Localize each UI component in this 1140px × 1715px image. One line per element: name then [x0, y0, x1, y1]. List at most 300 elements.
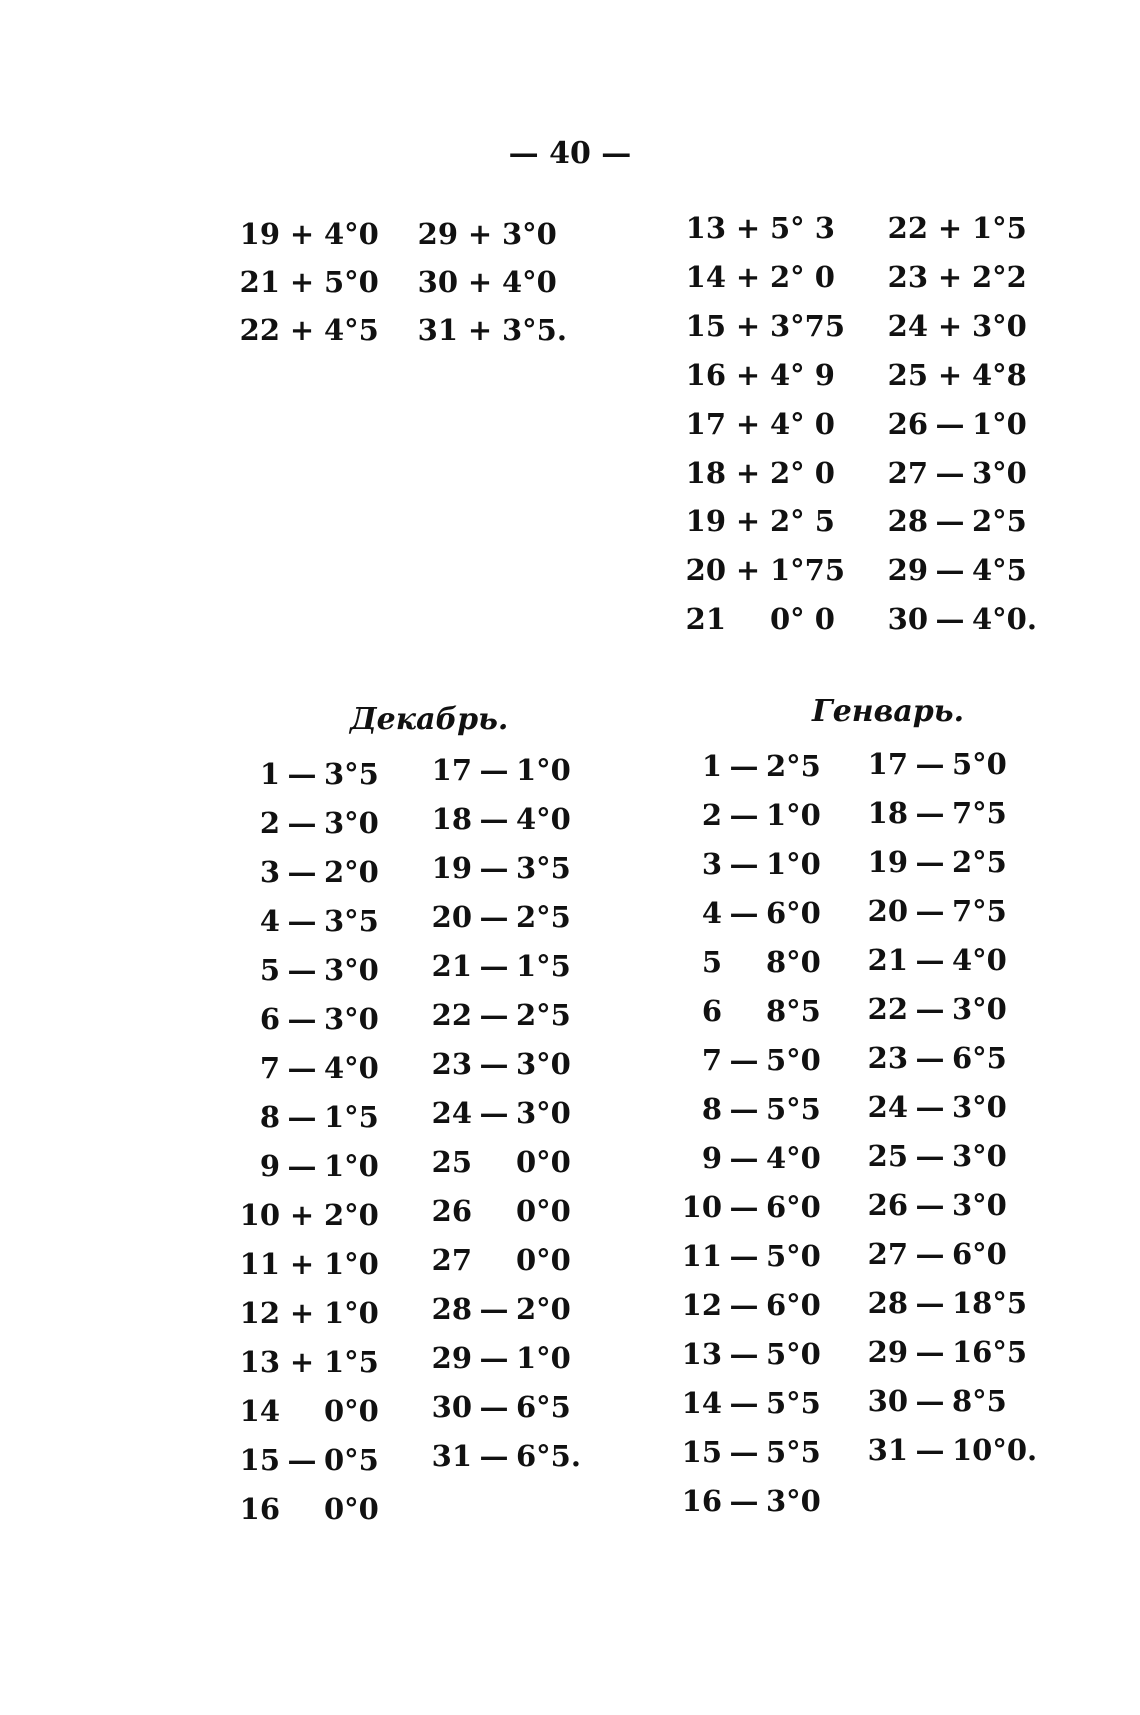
entry-value: 4° 0	[770, 406, 835, 441]
entry-value: 4°8	[972, 357, 1027, 392]
entry-day: 26	[867, 1188, 908, 1222]
entry-value: 10°0.	[952, 1433, 1038, 1467]
entry-value: 4°5	[324, 313, 379, 347]
entry-value: 4° 9	[770, 357, 835, 392]
entry-row	[236, 1100, 379, 1134]
entry-day: 31	[431, 1439, 472, 1473]
entry-value: 1°5	[324, 1100, 379, 1134]
entry-sign: —	[729, 847, 759, 881]
entry-row	[864, 943, 1007, 977]
entry-value: 5°5	[766, 1092, 821, 1126]
entry-value: 5°5	[766, 1386, 821, 1420]
entry-day: 8	[701, 1092, 722, 1126]
entry-sign: —	[287, 1002, 317, 1036]
entry-day: 2	[701, 798, 722, 832]
entry-day: 28	[867, 1286, 908, 1320]
entry-row	[678, 1337, 821, 1371]
entry-day: 11	[239, 1247, 280, 1281]
entry-sign: —	[287, 953, 317, 987]
entry-day: 16	[685, 357, 726, 392]
entry-day: 29	[867, 1335, 908, 1369]
entry-sign: —	[287, 757, 317, 791]
entry-row	[236, 1394, 379, 1428]
entry-value: 6°0	[766, 1288, 821, 1322]
entry-day: 29	[431, 1341, 472, 1375]
entry-row	[414, 313, 567, 347]
entry-value: 2°0	[324, 855, 379, 889]
entry-row	[678, 847, 821, 881]
entry-value: 2° 5	[770, 504, 835, 539]
entry-row	[682, 259, 835, 294]
entry-day: 7	[701, 1043, 722, 1077]
january-heading: Генварь.	[812, 694, 965, 729]
entry-sign: +	[735, 259, 761, 294]
entry-sign: +	[289, 265, 315, 299]
entry-day: 16	[681, 1484, 722, 1518]
entry-row	[428, 1292, 571, 1326]
entry-value: 1°0	[972, 406, 1027, 441]
entry-sign: —	[287, 1149, 317, 1183]
entry-value: 5°5	[766, 1435, 821, 1469]
entry-value: 3°0	[952, 1090, 1007, 1124]
entry-value: 4°0.	[972, 602, 1037, 637]
entry-value: 2°0	[324, 1198, 379, 1232]
entry-value: 0°0	[516, 1145, 571, 1179]
entry-value: 7°5	[952, 796, 1007, 830]
entry-day: 22	[239, 313, 280, 347]
entry-day: 15	[685, 308, 726, 343]
entry-day: 17	[867, 747, 908, 781]
entry-sign: —	[729, 1092, 759, 1126]
entry-day: 22	[867, 992, 908, 1026]
entry-value: 6°0	[766, 896, 821, 930]
entry-row	[428, 998, 571, 1032]
entry-value: 16°5	[952, 1335, 1028, 1369]
entry-row	[864, 992, 1007, 1026]
entry-value: 1°0	[766, 847, 821, 881]
entry-day: 30	[867, 1384, 908, 1418]
entry-row	[236, 855, 379, 889]
entry-sign: —	[287, 1051, 317, 1085]
entry-sign: +	[735, 504, 761, 539]
entry-day: 13	[239, 1345, 280, 1379]
entry-sign: +	[467, 265, 493, 299]
entry-value: 7°5	[952, 894, 1007, 928]
entry-day: 31	[867, 1433, 908, 1467]
entry-value: 2°2	[972, 259, 1027, 294]
entry-row	[236, 1247, 379, 1281]
entry-value: 3°0	[952, 992, 1007, 1026]
entry-row	[864, 1286, 1028, 1320]
entry-sign: —	[287, 806, 317, 840]
entry-value: 3°0	[324, 1002, 379, 1036]
entry-sign: —	[479, 1439, 509, 1473]
entry-row	[428, 1145, 571, 1179]
entry-sign: —	[729, 1386, 759, 1420]
entry-day: 28	[887, 504, 928, 539]
entry-day: 14	[685, 259, 726, 294]
entry-sign: +	[937, 357, 963, 392]
entry-day: 3	[701, 847, 722, 881]
entry-value: 1°5	[972, 211, 1027, 245]
entry-sign: —	[915, 1090, 945, 1124]
entry-sign: +	[735, 308, 761, 343]
entry-day: 6	[701, 994, 722, 1028]
entry-row	[428, 1439, 581, 1473]
entry-row	[864, 1139, 1007, 1173]
entry-day: 24	[431, 1096, 472, 1130]
entry-value: 0°0	[324, 1492, 379, 1526]
entry-day: 4	[259, 904, 280, 938]
entry-day: 13	[681, 1337, 722, 1371]
entry-day: 31	[417, 313, 458, 347]
entry-row	[678, 798, 821, 832]
entry-day: 23	[867, 1041, 908, 1075]
entry-day: 14	[681, 1386, 722, 1420]
entry-value: 6°5	[516, 1390, 571, 1424]
entry-row	[864, 1433, 1038, 1467]
entry-value: 2°5	[972, 504, 1027, 539]
entry-day: 19	[431, 851, 472, 885]
entry-sign: —	[729, 1239, 759, 1273]
entry-day: 18	[685, 455, 726, 490]
entry-value: 8°0	[766, 945, 821, 979]
entry-day: 12	[239, 1296, 280, 1330]
entry-row	[236, 1492, 379, 1526]
entry-row	[678, 1288, 821, 1322]
entry-sign: —	[479, 851, 509, 885]
entry-day: 23	[431, 1047, 472, 1081]
entry-sign: —	[287, 855, 317, 889]
entry-day: 2	[259, 806, 280, 840]
entry-day: 29	[887, 553, 928, 588]
entry-sign: —	[479, 1047, 509, 1081]
entry-day: 20	[431, 900, 472, 934]
entry-row	[864, 1237, 1007, 1271]
entry-row	[236, 953, 379, 987]
entry-row	[236, 1149, 379, 1183]
entry-row	[884, 602, 1037, 637]
entry-sign: —	[935, 455, 965, 490]
entry-row	[864, 1041, 1007, 1075]
entry-row	[864, 796, 1007, 830]
entry-row	[678, 1141, 821, 1175]
entry-sign: —	[915, 894, 945, 928]
entry-day: 24	[887, 308, 928, 343]
entry-value: 3°75	[770, 308, 846, 343]
entry-sign: —	[287, 1443, 317, 1477]
entry-row	[884, 553, 1027, 588]
entry-value: 1°0	[766, 798, 821, 832]
entry-row	[682, 406, 835, 441]
entry-value: 0° 0	[770, 602, 835, 637]
entry-value: 2° 0	[770, 455, 835, 490]
entry-value: 4°0	[516, 802, 571, 836]
entry-value: 4°0	[766, 1141, 821, 1175]
entry-row	[682, 211, 835, 245]
entry-sign: —	[479, 1341, 509, 1375]
entry-row	[428, 949, 571, 983]
entry-row	[236, 904, 379, 938]
entry-value: 3°5	[324, 757, 379, 791]
entry-value: 3°0	[766, 1484, 821, 1518]
entry-row	[428, 851, 571, 885]
entry-day: 10	[681, 1190, 722, 1224]
entry-sign: +	[289, 1247, 315, 1281]
entry-sign: —	[729, 1337, 759, 1371]
entry-row	[682, 602, 835, 637]
entry-day: 7	[259, 1051, 280, 1085]
entry-row	[678, 896, 821, 930]
entry-row	[236, 1198, 379, 1232]
entry-value: 1°0	[516, 1341, 571, 1375]
entry-row	[884, 259, 1027, 294]
entry-row	[428, 1096, 571, 1130]
entry-day: 5	[259, 953, 280, 987]
entry-day: 20	[685, 553, 726, 588]
entry-sign: +	[289, 1198, 315, 1232]
entry-value: 8°5	[952, 1384, 1007, 1418]
entry-sign: —	[729, 896, 759, 930]
entry-value: 2° 0	[770, 259, 835, 294]
entry-row	[236, 757, 379, 791]
entry-value: 1°5	[324, 1345, 379, 1379]
entry-sign: —	[915, 1286, 945, 1320]
entry-row	[682, 504, 835, 539]
entry-day: 19	[239, 217, 280, 251]
entry-value: 6°0	[766, 1190, 821, 1224]
entry-row	[414, 217, 557, 251]
entry-sign: —	[915, 845, 945, 879]
entry-value: 3°0	[516, 1096, 571, 1130]
entry-value: 8°5	[766, 994, 821, 1028]
entry-day: 17	[431, 753, 472, 787]
entry-day: 21	[431, 949, 472, 983]
entry-value: 3°0	[952, 1139, 1007, 1173]
entry-row	[236, 1296, 379, 1330]
entry-value: 4°0	[952, 943, 1007, 977]
entry-day: 30	[887, 602, 928, 637]
entry-day: 18	[431, 802, 472, 836]
entry-row	[414, 265, 557, 299]
entry-value: 2°5	[952, 845, 1007, 879]
entry-row	[236, 1345, 379, 1379]
entry-row	[884, 308, 1027, 343]
entry-row	[236, 265, 379, 299]
entry-day: 27	[431, 1243, 472, 1277]
entry-row	[864, 1384, 1007, 1418]
entry-sign: —	[729, 1484, 759, 1518]
entry-row	[678, 1190, 821, 1224]
entry-row	[428, 900, 571, 934]
entry-row	[678, 1484, 821, 1518]
entry-row	[678, 994, 821, 1028]
entry-day: 24	[867, 1090, 908, 1124]
entry-row	[884, 504, 1027, 539]
entry-value: 18°5	[952, 1286, 1028, 1320]
entry-sign: +	[937, 259, 963, 294]
entry-sign: —	[479, 998, 509, 1032]
entry-value: 4°0	[502, 265, 557, 299]
entry-sign: —	[915, 943, 945, 977]
entry-day: 13	[685, 211, 726, 245]
entry-day: 14	[239, 1394, 280, 1428]
entry-row	[678, 945, 821, 979]
entry-value: 3°0	[972, 308, 1027, 343]
entry-sign: —	[915, 1384, 945, 1418]
entry-value: 3°5.	[502, 313, 567, 347]
entry-row	[682, 553, 846, 588]
december-heading: Декабрь.	[350, 702, 509, 737]
entry-sign: —	[479, 1390, 509, 1424]
entry-row	[428, 753, 571, 787]
entry-value: 0°5	[324, 1443, 379, 1477]
entry-value: 1°0	[324, 1247, 379, 1281]
entry-value: 3°0	[502, 217, 557, 251]
entry-sign: +	[735, 211, 761, 245]
entry-sign: —	[479, 1292, 509, 1326]
entry-row	[884, 455, 1027, 490]
entry-value: 1°75	[770, 553, 846, 588]
entry-sign: —	[287, 904, 317, 938]
entry-sign: +	[289, 217, 315, 251]
entry-value: 2°5	[766, 749, 821, 783]
entry-sign: +	[289, 313, 315, 347]
entry-row	[884, 211, 1027, 245]
entry-sign: —	[915, 1041, 945, 1075]
entry-day: 17	[685, 406, 726, 441]
entry-row	[428, 1194, 571, 1228]
entry-day: 1	[259, 757, 280, 791]
entry-sign: +	[735, 553, 761, 588]
entry-day: 9	[259, 1149, 280, 1183]
entry-day: 12	[681, 1288, 722, 1322]
entry-sign: +	[735, 406, 761, 441]
entry-row	[864, 894, 1007, 928]
entry-value: 1°0	[516, 753, 571, 787]
entry-day: 27	[867, 1237, 908, 1271]
entry-sign: —	[729, 1435, 759, 1469]
entry-value: 2°5	[516, 998, 571, 1032]
entry-sign: —	[915, 1335, 945, 1369]
entry-day: 28	[431, 1292, 472, 1326]
entry-sign: +	[735, 455, 761, 490]
entry-value: 5° 3	[770, 211, 835, 245]
entry-day: 15	[681, 1435, 722, 1469]
page-number: — 40 —	[508, 136, 632, 171]
entry-row	[678, 1092, 821, 1126]
entry-sign: —	[479, 753, 509, 787]
entry-day: 22	[431, 998, 472, 1032]
entry-value: 6°0	[952, 1237, 1007, 1271]
entry-row	[428, 1047, 571, 1081]
entry-value: 5°0	[324, 265, 379, 299]
entry-value: 3°0	[952, 1188, 1007, 1222]
entry-row	[864, 1090, 1007, 1124]
entry-day: 26	[431, 1194, 472, 1228]
entry-sign: —	[915, 1188, 945, 1222]
entry-value: 3°0	[516, 1047, 571, 1081]
entry-sign: —	[915, 992, 945, 1026]
entry-row	[864, 747, 1007, 781]
entry-value: 5°0	[952, 747, 1007, 781]
entry-day: 30	[417, 265, 458, 299]
entry-sign: —	[915, 1433, 945, 1467]
entry-sign: —	[479, 1096, 509, 1130]
entry-day: 5	[701, 945, 722, 979]
entry-row	[682, 308, 846, 343]
entry-day: 25	[431, 1145, 472, 1179]
entry-row	[678, 749, 821, 783]
entry-sign: —	[935, 602, 965, 637]
entry-sign: —	[479, 949, 509, 983]
entry-day: 22	[887, 211, 928, 245]
entry-row	[678, 1386, 821, 1420]
entry-day: 25	[887, 357, 928, 392]
entry-day: 16	[239, 1492, 280, 1526]
entry-day: 25	[867, 1139, 908, 1173]
entry-value: 2°5	[516, 900, 571, 934]
entry-value: 6°5	[952, 1041, 1007, 1075]
entry-sign: +	[289, 1345, 315, 1379]
entry-row	[236, 313, 379, 347]
entry-row	[428, 802, 571, 836]
entry-row	[236, 217, 379, 251]
entry-value: 1°0	[324, 1149, 379, 1183]
entry-sign: —	[935, 406, 965, 441]
entry-row	[884, 357, 1027, 392]
entry-sign: +	[937, 211, 963, 245]
entry-day: 6	[259, 1002, 280, 1036]
entry-value: 0°0	[324, 1394, 379, 1428]
entry-row	[682, 357, 835, 392]
entry-value: 3°0	[972, 455, 1027, 490]
entry-value: 1°0	[324, 1296, 379, 1330]
entry-sign: —	[287, 1100, 317, 1134]
entry-value: 3°5	[516, 851, 571, 885]
entry-row	[236, 1002, 379, 1036]
entry-row	[864, 1335, 1028, 1369]
entry-day: 11	[681, 1239, 722, 1273]
entry-row	[428, 1341, 571, 1375]
entry-sign: —	[479, 900, 509, 934]
entry-sign: —	[729, 1043, 759, 1077]
entry-row	[884, 406, 1027, 441]
entry-sign: —	[729, 1190, 759, 1224]
entry-row	[678, 1043, 821, 1077]
entry-row	[428, 1243, 571, 1277]
entry-day: 30	[431, 1390, 472, 1424]
entry-row	[864, 1188, 1007, 1222]
entry-value: 4°5	[972, 553, 1027, 588]
entry-value: 1°5	[516, 949, 571, 983]
entry-value: 3°0	[324, 806, 379, 840]
entry-sign: +	[937, 308, 963, 343]
entry-day: 21	[685, 602, 726, 637]
entry-day: 21	[867, 943, 908, 977]
entry-row	[678, 1435, 821, 1469]
entry-sign: —	[915, 747, 945, 781]
entry-sign: —	[729, 1141, 759, 1175]
entry-row	[236, 1051, 379, 1085]
entry-sign: +	[735, 357, 761, 392]
entry-day: 27	[887, 455, 928, 490]
entry-day: 15	[239, 1443, 280, 1477]
entry-row	[428, 1390, 571, 1424]
entry-day: 3	[259, 855, 280, 889]
entry-sign: —	[915, 1139, 945, 1173]
entry-sign: —	[479, 802, 509, 836]
